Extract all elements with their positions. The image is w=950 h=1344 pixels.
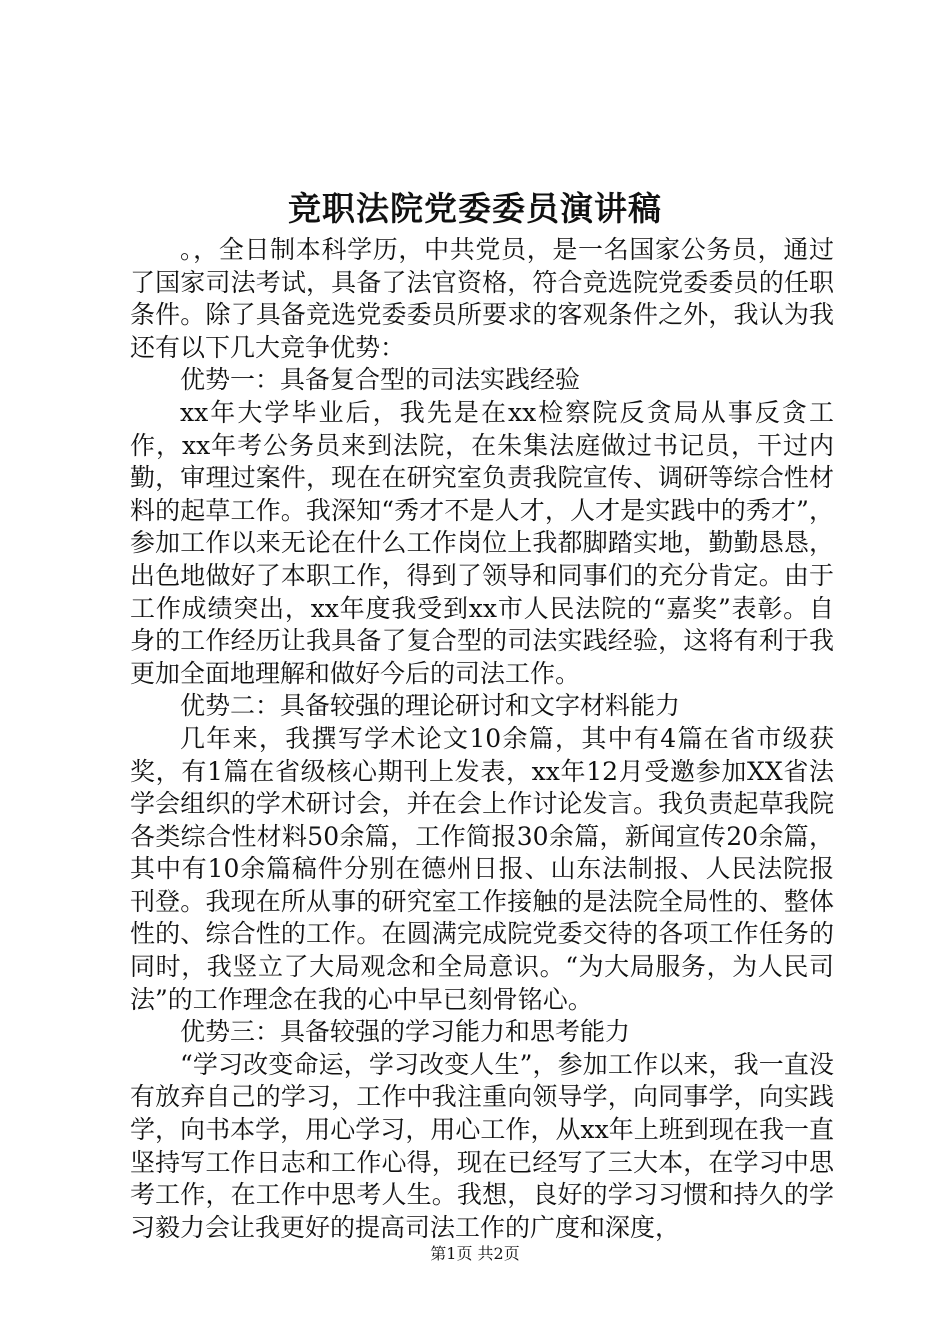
document-body	[130, 234, 834, 1244]
paragraph-advantage-3: “学习改变命运，学习改变人生”，参加工作以来，我一直没有放弃自己的学习，工作中我注重向领导学，向同事学，向实践学，向书本学，用心学习，用心工作，从xx年上班到现在我一直坚持写工作日志和工作心得，现在已经写了三大本，在学习中思考工作，在工作中思考人生。我想，良好的学习习惯和持久的学习毅力会让我更好的提高司法工作的广度和深度，	[130, 1049, 834, 1242]
page-number-footer: 第1页 共2页	[430, 1244, 520, 1263]
paragraph-advantage-2: 几年来，我撰写学术论文10余篇，其中有4篇在省市级获奖，有1篇在省级核心期刊上发表，xx年12月受邀参加XX省法学会组织的学术研讨会，并在会上作讨论发言。我负责起草我院各类综合性材料50余篇，工作简报30余篇，新闻宣传20余篇，其中有10余篇稿件分别在德州日报、山东法制报、人民法院报刊登。我现在所从事的研究室工作接触的是法院全局性的、整体性的、综合性的工作。在圆满完成院党委交待的各项工作任务的同时，我竖立了大局观念和全局意识。“为大局服务，为人民司法”的工作理念在我的心中早已刻骨铭心。	[130, 723, 834, 1014]
paragraph-advantage-1: xx年大学毕业后，我先是在xx检察院反贪局从事反贪工作，xx年考公务员来到法院，在朱集法庭做过书记员，干过内勤，审理过案件，现在在研究室负责我院宣传、调研等综合性材料的起草工作。我深知“秀才不是人才，人才是实践中的秀才”，参加工作以来无论在什么工作岗位上我都脚踏实地，勤勤恳恳，出色地做好了本职工作，得到了领导和同事们的充分肯定。由于工作成绩突出，xx年度我受到xx市人民法院的“嘉奖”表彰。自身的工作经历让我具备了复合型的司法实践经验，这将有利于我更加全面地理解和做好今后的司法工作。	[130, 397, 834, 688]
section-heading-advantage-3: 优势三：具备较强的学习能力和思考能力	[180, 1017, 631, 1047]
paragraph-intro: 。，全日制本科学历，中共党员，是一名国家公务员，通过了国家司法考试，具备了法官资格，符合竞选院党委委员的任职条件。除了具备竞选党委委员所要求的客观条件之外，我认为我还有以下几大竞争优势：	[130, 235, 834, 362]
document-title: 竞职法院党委委员演讲稿	[288, 189, 662, 228]
section-heading-advantage-1: 优势一：具备复合型的司法实践经验	[180, 365, 581, 395]
section-heading-advantage-2: 优势二：具备较强的理论研讨和文字材料能力	[180, 691, 681, 721]
